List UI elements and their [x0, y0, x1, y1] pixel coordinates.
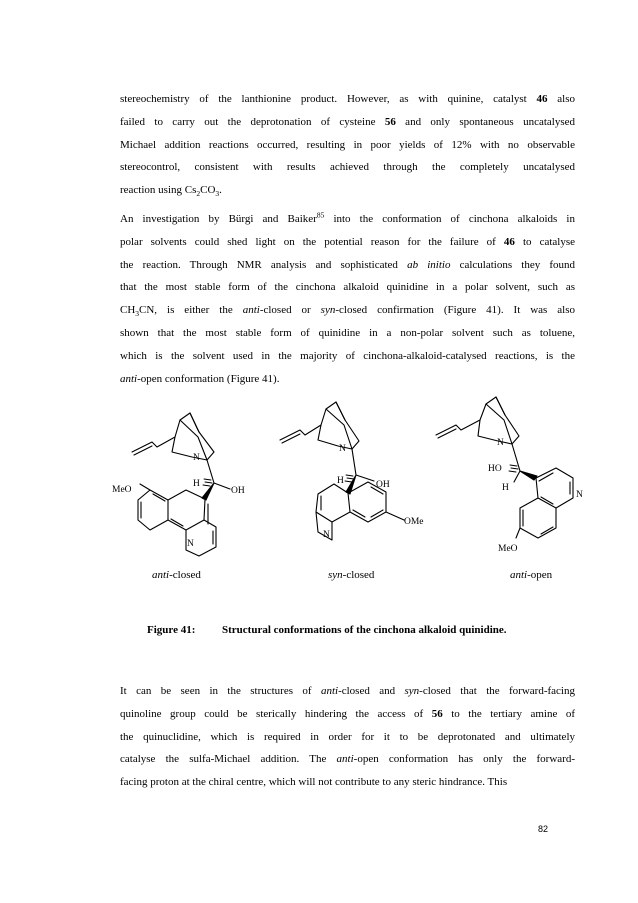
anti-closed-h: H — [193, 479, 200, 489]
anti-open-ho: HO — [488, 464, 502, 474]
anti-open-quin-n: N — [576, 490, 583, 500]
label-anti-closed: anti-closed — [152, 569, 201, 581]
text-line: stereocontrol, consistent with results achieved through the completely uncatalysed — [120, 161, 575, 174]
anti-closed-structure — [132, 413, 230, 556]
text-line: It can be seen in the structures of anti-closed and syn-closed that the forward-facing — [120, 685, 575, 697]
text-line: anti-open conformation (Figure 41). — [120, 372, 280, 385]
figure-number: Figure 41: — [147, 624, 196, 636]
text-line: Michael addition reactions occurred, resulting in poor yields of 12% with no observable — [120, 138, 575, 151]
anti-closed-bridge-n: N — [193, 453, 200, 463]
figure-41 — [0, 390, 638, 595]
text-line: the quinuclidine, which is required in order for it to be deprotonated and ultimately — [120, 730, 575, 743]
text-line: An investigation by Bürgi and Baiker$^{85}$ into the conformation of cinchona alkaloids in — [120, 210, 575, 225]
anti-open-h: H — [502, 483, 509, 493]
anti-closed-meo: MeO — [112, 485, 132, 495]
syn-closed-ome: OMe — [404, 517, 424, 527]
syn-closed-h: H — [337, 476, 344, 486]
structures-diagram — [0, 390, 638, 595]
paragraph-3 — [120, 680, 575, 794]
text-line: quinoline group could be sterically hindering the access of 56 to the tertiary amine of — [120, 707, 575, 720]
syn-closed-bridge-n: N — [339, 444, 346, 454]
syn-closed-structure — [280, 402, 404, 540]
anti-closed-quin-n: N — [187, 539, 194, 549]
text-line: which is the solvent used in the majority of cinchona-alkaloid-catalysed reactions, is the — [120, 349, 575, 362]
text-line: polar solvents could shed light on the potential reason for the failure of 46 to catalyse — [120, 235, 575, 248]
text-line: the reaction. Through NMR analysis and sophisticated ab initio calculations they found — [120, 258, 575, 271]
syn-closed-oh: OH — [376, 480, 390, 490]
text-line: facing proton at the chiral centre, which will not contribute to any steric hindrance. This — [120, 776, 508, 789]
text-line: that the most stable form of the cinchona alkaloid quinidine in a polar solvent, such as — [120, 281, 575, 294]
figure-caption-text: Structural conformations of the cinchona alkaloid quinidine. — [222, 624, 507, 636]
figure-caption — [147, 624, 507, 636]
syn-closed-quin-n: N — [323, 530, 330, 540]
label-anti-open: anti-open — [510, 569, 553, 581]
anti-closed-oh: OH — [231, 486, 245, 496]
anti-open-structure — [436, 397, 573, 538]
text-line: shown that the most stable form of quinidine in a non-polar solvent such as toluene, — [120, 326, 575, 339]
text-line: reaction using $Cs_2CO_3$. — [120, 184, 222, 199]
paragraph-2 — [120, 208, 575, 390]
anti-open-bridge-n: N — [497, 438, 504, 448]
paragraph-1 — [120, 88, 575, 202]
text-line: failed to carry out the deprotonation of cysteine 56 and only spontaneous uncatalysed — [120, 115, 575, 128]
text-line: $CH_3CN$, is either the anti-closed or syn-closed confirmation (Figure 41). It was also — [120, 304, 575, 319]
anti-open-meo: MeO — [498, 544, 518, 554]
text-line: stereochemistry of the lanthionine product. However, as with quinine, catalyst 46 also — [120, 93, 575, 105]
text-line: catalyse the sulfa-Michael addition. The anti-open conformation has only the forward- — [120, 753, 575, 766]
label-syn-closed: syn-closed — [328, 569, 375, 581]
page-number: 82 — [538, 824, 549, 834]
